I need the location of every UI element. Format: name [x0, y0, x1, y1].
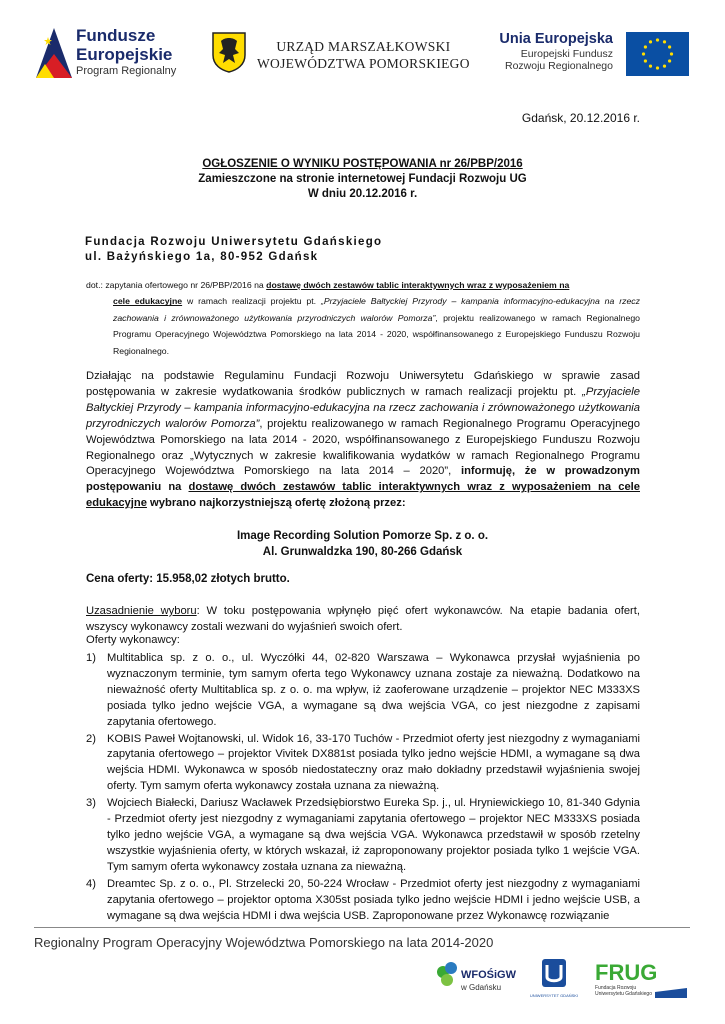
winner-address: Al. Grunwaldzka 190, 80-266 Gdańsk: [262, 546, 463, 558]
reason-text: : W toku postępowania wpłynęło pięć ofert wykonawców. Na etapie badania ofert, wszyscy wykonawcy zostali wezwani do wyjaśnień swoich ofert.: [86, 605, 640, 633]
dot-subject-a: dostawę dwóch zestawów tablic interaktywnych wraz z wyposażeniem na: [266, 280, 570, 290]
wfos-sub-text: w Gdańsku: [461, 983, 502, 992]
ue-line2: Europejski Fundusz: [520, 47, 613, 60]
frug-sub2: Uniwersytetu Gdańskiego: [595, 991, 652, 997]
list-item: [86, 651, 640, 731]
list-item-number: 1): [86, 652, 96, 664]
wfos-text: WFOŚiGW: [461, 969, 516, 981]
list-item-text: KOBIS Paweł Wojtanowski, ul. Widok 16, 33-170 Tuchów - Przedmiot oferty jest niezgodny z wymaganiami zapytania ofertowego – projektor Vivitek DX881st posiada tylko jedno wejście HDMI, a wymagane są dwa wejścia HDMI. Wykonawca w sposób niedostateczny oraz mało dokładny przedstawił wyjaśnienia swojej oferty. Tym samym oferta wykonawcy została uznana za nieważną.: [107, 732, 640, 793]
reason-label: Uzasadnienie wyboru: [86, 605, 197, 617]
unia-europejska-text: [495, 31, 613, 72]
list-item-number: 3): [86, 797, 96, 810]
fe-line2: Europejskie: [76, 45, 173, 64]
umwp-line1: URZĄD MARSZAŁKOWSKI: [276, 39, 451, 54]
dot-project-title: „Przyjaciele Bałtyckiej Przyrody – kampania informacyjno-edukacyjna na rzecz zachowania i zrównoważonego użytkowania przyrodniczych walorów Pomorza”: [113, 296, 640, 323]
fundusze-europejskie-text: [76, 27, 176, 77]
footer-program-text: Regionalny Program Operacyjny Województwa Pomorskiego na lata 2014-2020: [34, 935, 494, 950]
main-bold1: informuję, że w prowadzonym postępowaniu na: [86, 465, 640, 494]
list-item: [86, 877, 640, 925]
dot-mid: w ramach realizacji projektu pt.: [182, 296, 321, 307]
selection-reason: [86, 604, 640, 636]
offer-price: Cena oferty: 15.958,02 złotych brutto.: [86, 573, 290, 585]
footer-divider: [34, 927, 690, 928]
winner-name: Image Recording Solution Pomorze Sp. z o. o.: [236, 530, 489, 542]
offers-label: Oferty wykonawcy:: [86, 634, 180, 646]
fe-line1: Fundusze: [76, 26, 156, 45]
main-project-title: „Przyjaciele Bałtyckiej Przyrody – kampania informacyjno-edukacyjna na rzecz zachowania i zrównoważonego użytkowania przyrodniczych walorów Pomorza”: [86, 385, 640, 430]
frug-logo: [593, 958, 689, 1002]
eu-flag-icon: [626, 32, 689, 76]
ug-sub-text: UNIWERSYTET GDAŃSKI: [529, 993, 579, 998]
announcement-subtitle: Zamieszczone na stronie internetowej Fundacji Rozwoju UG: [198, 173, 527, 185]
document-date: Gdańsk, 20.12.2016 r.: [521, 111, 640, 125]
announcement-title: OGŁOSZENIE O WYNIKU POSTĘPOWANIA nr 26/PBP/2016: [202, 158, 523, 170]
list-item: [86, 796, 640, 876]
ue-line3: Rozwoju Regionalnego: [505, 59, 613, 72]
dot-subject-b: cele edukacyjne: [113, 296, 183, 307]
wfosigw-logo: [431, 958, 521, 998]
announcement-date-line: W dniu 20.12.2016 r.: [307, 188, 418, 200]
frug-sub1: Fundacja Rozwoju: [595, 985, 637, 991]
ue-line1: Unia Europejska: [499, 31, 613, 47]
frug-text: FRUG: [595, 960, 658, 985]
main-paragraph: [86, 369, 640, 512]
dot-suffix: , projektu realizowanego w ramach Regionalnego Programu Operacyjnego Województwa Pomorskiego na lata 2014 - 2020, współfinansowanego z Europejskiego Funduszu Rozwoju Regionalnego.: [113, 312, 641, 356]
main-part1: Działając na podstawie Regulaminu Fundacji Rozwoju Uniwersytetu Gdańskiego w sprawie zasad postępowania w zakresie wydatkowania środków publicznych w ramach realizacji projektu pt.: [86, 370, 640, 398]
ug-logo: [529, 957, 579, 1001]
reference-paragraph: [86, 277, 640, 359]
fe-line3: Program Regionalny: [76, 65, 177, 77]
urzad-marszalkowski-text: [257, 38, 470, 72]
list-item-number: 4): [86, 877, 96, 890]
dot-prefix: dot.: zapytania ofertowego nr 26/PBP/2016 na: [86, 280, 267, 290]
offers-list: [86, 651, 640, 925]
foundation-address: ul. Bażyńskiego 1a, 80-952 Gdańsk: [85, 251, 319, 263]
main-bold-underlined: dostawę dwóch zestawów tablic interaktywnych wraz z wyposażeniem na cele edukacyjne: [86, 481, 640, 510]
list-item-text: Multitablica sp. z o. o., ul. Wyczółki 44, 02-820 Warszawa – Wykonawca przysłał wyjaśnienia po wyznaczonym terminie, tym samym oferta tego Wykonawcy uznana zostaje za nieważną. Dodatkowo na nieważność oferty Multitablica sp. z o. o. ma wpływ, iż zaoferowane urządzenie – projektor NEC M333XS posiada tylko jedno wejście VGA, a wymagane są dwa wejścia VGA, co jest niezgodne z zapisami zapytania ofertowego.: [107, 652, 640, 728]
list-item-text: Dreamtec Sp. z o. o., Pl. Strzelecki 20, 50-224 Wrocław - Przedmiot oferty jest niezgodny z wymaganiami zapytania ofertowego – projektor optoma X305st posiada tylko jedno wejście HDMI i jedno wejście USB, a wymagane są dwa wejścia HDMI i dwa wejścia USB. Zaproponowane przez Wykonawcę rozwiązanie: [107, 877, 640, 922]
foundation-name: Fundacja Rozwoju Uniwersytetu Gdańskiego: [85, 236, 383, 248]
list-item: [86, 732, 640, 796]
fundusze-europejskie-logo: [34, 26, 74, 80]
list-item-text: Wojciech Białecki, Dariusz Wacławek Przedsiębiorstwo Eureka Sp. j., ul. Hryniewickiego 10, 81-340 Gdynia - Przedmiot oferty jest niezgodny z wymaganiami zapytania ofertowego – projektor NEC M333XS posiada tylko jedno wejście VGA, a wymagane są dwa wejścia VGA. Wykonawca przedstawił w sposób rzetelny wszystkie wyjaśnienia oferty, w których wskazał, iż zaproponowany projektor posiada tylko 1 wejście VGA. Tym samym oferta wykonawcy została uznana za nieważną.: [107, 797, 640, 873]
main-bold2: wybrano najkorzystniejszą ofertę złożoną przez:: [146, 497, 406, 510]
pomorskie-crest-icon: [211, 31, 247, 73]
umwp-line2: WOJEWÓDZTWA POMORSKIEGO: [257, 56, 470, 71]
main-part2: , projektu realizowanego w ramach Regionalnego Programu Operacyjnego Województwa Pomorskiego na lata 2014 - 2020, współfinansowanego z Europejskiego Funduszu Rozwoju Regionalnego oraz „Wytycznych w zakresie kwalifikowania wydatków w ramach Regionalnego Programu Operacyjnego Województwa Pomorskiego na lata 2014 – 2020”,: [86, 417, 640, 478]
list-item-number: 2): [86, 732, 96, 745]
